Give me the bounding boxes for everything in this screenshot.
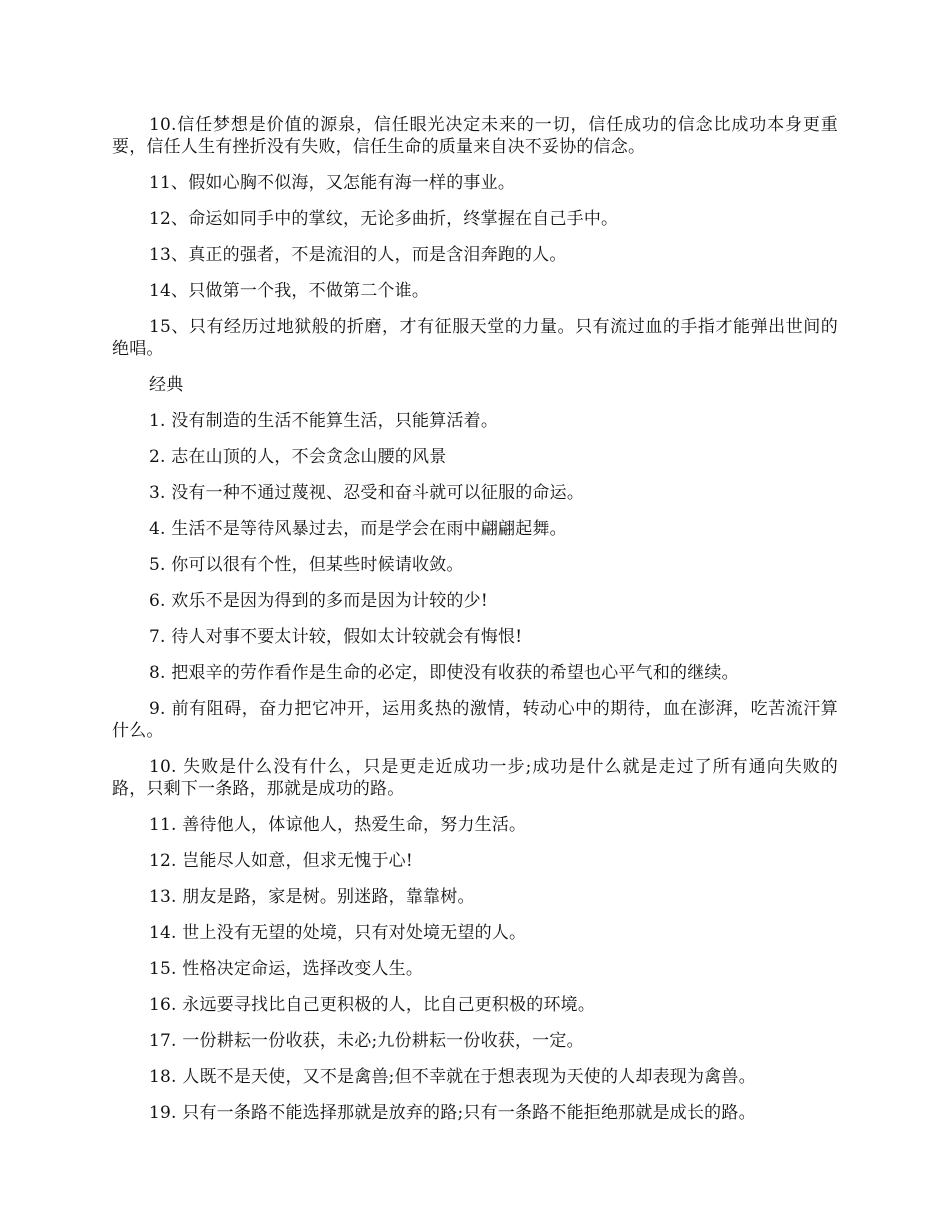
paragraph-classic-9: 9. 前有阻碍，奋力把它冲开，运用炙热的激情，转动心中的期待，血在澎湃，吃苦流汗算什么。 [112,699,838,741]
paragraph-classic-8: 8. 把艰辛的劳作看作是生命的必定，即使没有收获的希望也心平气和的继续。 [149,663,739,683]
paragraph-classic-18: 18. 人既不是天使，又不是禽兽;但不幸就在于想表现为天使的人却表现为禽兽。 [149,1067,756,1087]
paragraph-quote-11: 11、假如心胸不似海，又怎能有海一样的事业。 [149,173,516,193]
paragraph-classic-7: 7. 待人对事不要太计较，假如太计较就会有悔恨! [149,627,523,647]
paragraph-classic-6: 6. 欢乐不是因为得到的多而是因为计较的少! [149,591,488,611]
paragraph-classic-13: 13. 朋友是路，家是树。别迷路，靠靠树。 [149,887,475,907]
paragraph-quote-13: 13、真正的强者，不是流泪的人，而是含泪奔跑的人。 [149,245,567,265]
paragraph-classic-2: 2. 志在山顶的人，不会贪念山腰的风景 [149,447,447,467]
paragraph-classic-12: 12. 岂能尽人如意，但求无愧于心! [149,851,413,871]
paragraph-classic-15: 15. 性格决定命运，选择改变人生。 [149,959,424,979]
paragraph-classic-19: 19. 只有一条路不能选择那就是放弃的路;只有一条路不能拒绝那就是成长的路。 [149,1103,756,1123]
paragraph-classic-10: 10. 失败是什么没有什么，只是更走近成功一步;成功是什么就是走过了所有通向失败的路，只剩下一条路，那就是成功的路。 [112,757,838,799]
paragraph-classic-1: 1. 没有制造的生活不能算生活，只能算活着。 [149,411,499,431]
paragraph-classic-16: 16. 永远要寻找比自己更积极的人，比自己更积极的环境。 [149,995,596,1015]
paragraph-quote-14: 14、只做第一个我，不做第二个谁。 [149,281,430,301]
paragraph-classic-4: 4. 生活不是等待风暴过去，而是学会在雨中翩翩起舞。 [149,519,567,539]
section-heading: 经典 [149,375,184,395]
paragraph-classic-11: 11. 善待他人，体谅他人，热爱生命，努力生活。 [149,815,527,835]
paragraph-classic-14: 14. 世上没有无望的处境，只有对处境无望的人。 [149,923,527,943]
document-body [112,114,838,1138]
paragraph-quote-12: 12、命运如同手中的掌纹，无论多曲折，终掌握在自己手中。 [149,209,619,229]
paragraph-quote-10: 10.信任梦想是价值的源泉，信任眼光决定未来的一切，信任成功的信念比成功本身更重要，信任人生有挫折没有失败，信任生命的质量来自决不妥协的信念。 [112,115,838,157]
paragraph-classic-3: 3. 没有一种不通过蔑视、忍受和奋斗就可以征服的命运。 [149,483,585,503]
paragraph-classic-17: 17. 一份耕耘一份收获，未必;九份耕耘一份收获，一定。 [149,1031,584,1051]
paragraph-quote-15: 15、只有经历过地狱般的折磨，才有征服天堂的力量。只有流过血的手指才能弹出世间的绝唱。 [112,317,838,359]
paragraph-classic-5: 5. 你可以很有个性，但某些时候请收敛。 [149,555,464,575]
